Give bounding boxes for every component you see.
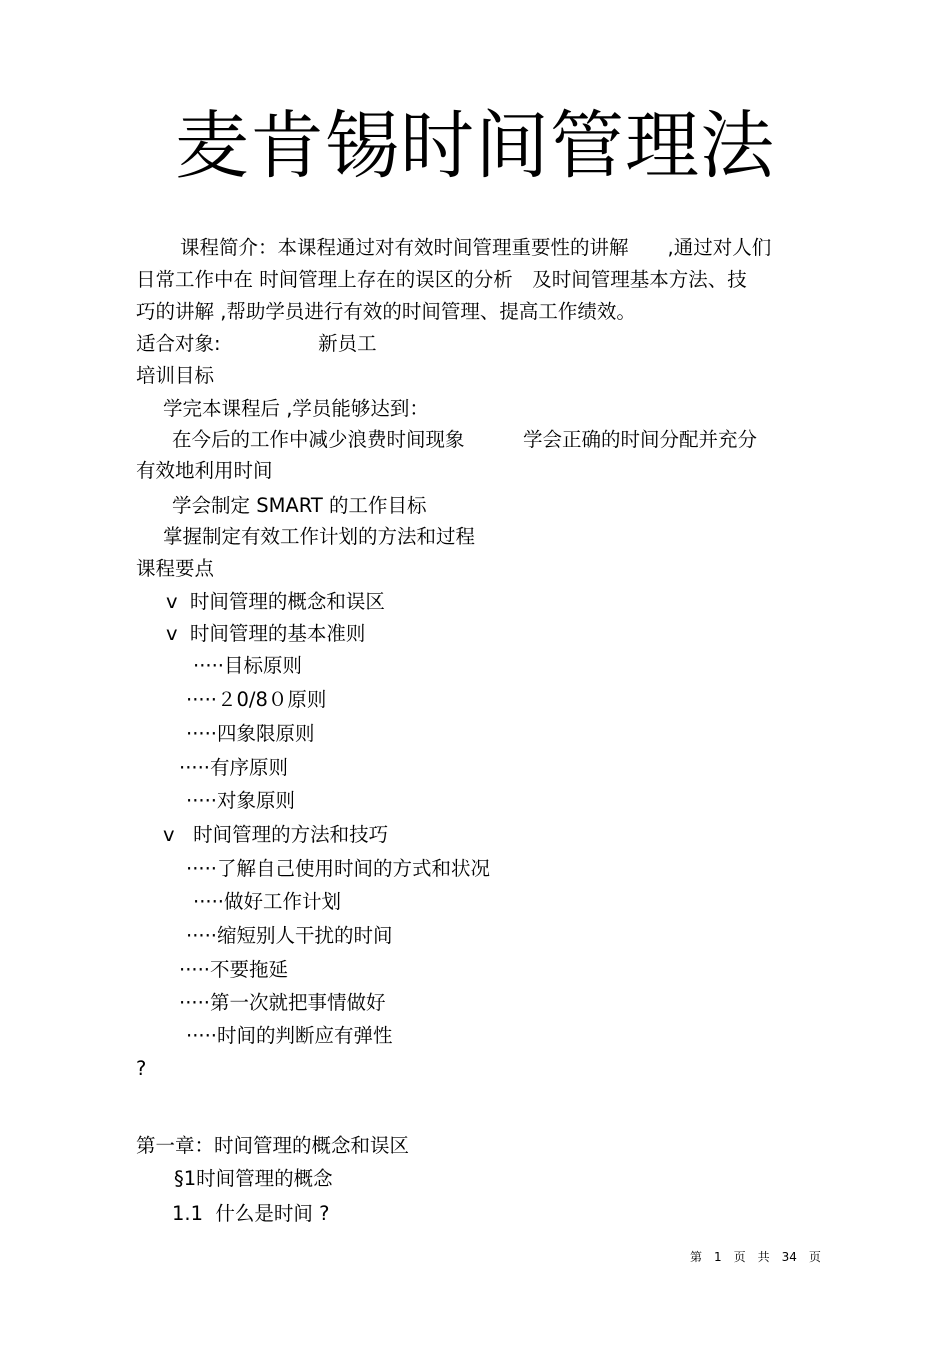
goal-3: 掌握制定有效工作计划的方法和过程 [163,525,476,548]
goal-2: 学会制定 SMART 的工作目标 [172,494,427,517]
intro-line-3: 巧的讲解 ,帮助学员进行有效的时间管理、提高工作绩效。 [136,300,636,323]
goal-1-line-1: 在今后的工作中减少浪费时间现象 学会正确的时间分配并充分 [172,428,758,451]
section-heading: §1时间管理的概念 [174,1167,333,1190]
goal-1-line-2: 有效地利用时间 [136,459,273,482]
audience-line: 适合对象: 新员工 [136,332,377,355]
sub-point-2-2: ·····２0/8０原则 [186,688,327,711]
points-heading: 课程要点 [136,557,215,580]
point-2: v 时间管理的基本准则 [166,622,366,645]
sub-point-2-3: ·····四象限原则 [186,722,315,745]
intro-line-2: 日常工作中在 时间管理上存在的误区的分析 及时间管理基本方法、技 [136,268,747,291]
sub-point-3-2: ·····做好工作计划 [193,890,341,913]
sub-point-2-1: ·····目标原则 [193,654,302,677]
goals-intro: 学完本课程后 ,学员能够达到： [163,397,429,420]
point-1: v 时间管理的概念和误区 [166,590,385,613]
sub-point-3-3: ·····缩短别人干扰的时间 [186,924,393,947]
document-title: 麦肯锡时间管理法 [175,103,775,189]
page-footer: 第 1 页 共 34 页 [690,1250,821,1264]
sub-point-2-5: ·····对象原则 [186,789,295,812]
point-3: v 时间管理的方法和技巧 [163,823,389,846]
subsection-heading: 1.1 什么是时间 ? [172,1202,330,1225]
sub-point-3-4: ·····不要拖延 [179,958,288,981]
sub-point-3-6: ·····时间的判断应有弹性 [186,1024,393,1047]
sub-point-3-5: ·····第一次就把事情做好 [179,991,386,1014]
sub-point-3-1: ·····了解自己使用时间的方式和状况 [186,857,490,880]
chapter-heading: 第一章：时间管理的概念和误区 [136,1134,410,1157]
sub-point-2-4: ·····有序原则 [179,756,288,779]
intro-line-1: 课程简介：本课程通过对有效时间管理重要性的讲解 ,通过对人们 [180,236,772,259]
goals-heading: 培训目标 [136,364,215,387]
question-mark: ? [136,1057,147,1080]
